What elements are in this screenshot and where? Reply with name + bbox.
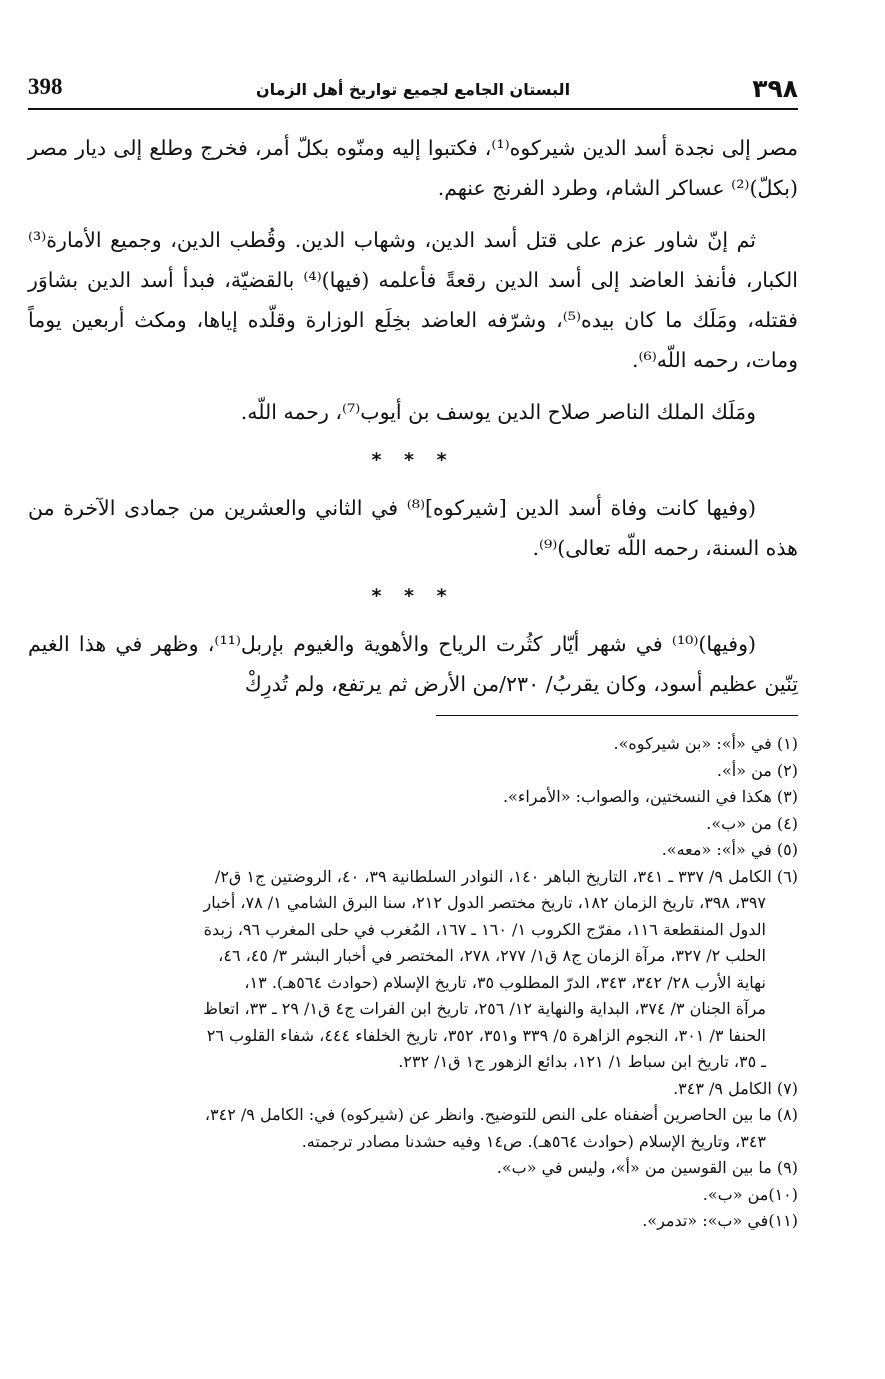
footnote: (١٠)من «ب». [702,1184,798,1204]
paragraph: مصر إلى نجدة أسد الدين شيركوه⁽¹⁾، فكتبوا إليه ومنّوه بكلّ أمر، فخرج وطلع إلى ديار مصر (بكلّ)⁽²⁾ عساكر الشام، وطرد الفرنج عنهم. [28,136,798,200]
footnote-line: الحنفا ٣/ ٣٠١، النجوم الزاهرة ٥/ ٣٣٩ و٣٥١، ٣٥٢، تاريخ الخلفاء ٤٤٤، شفاء القلوب ٢٦ [206,1025,766,1045]
footnote-line: ـ ٣٥، تاريخ ابن سباط ١/ ١٢١، بدائع الزهور ج١ ق١/ ٢٣٢. [398,1052,766,1071]
book-title: البستان الجامع لجميع تواريخ أهل الزمان [255,80,571,99]
main-text [28,128,798,704]
footnote-line: الدول المنقطعة ١١٦، مفرّج الكروب ١/ ١٦٠ ـ ١٦٧، المُغرب في حلى المغرب ٩٦، زبدة [203,919,766,939]
footnote: (١) في «أ»: «بن شيركوه». [613,734,798,753]
footnote: (١١)في «ب»: «تدمر». [642,1211,798,1230]
section-separator: * * * [371,449,455,471]
footnote-line: ٣٩٧، ٣٩٨، تاريخ الزمان ١٨٢، تاريخ مختصر الدول ٢١٢، سنا البرق الشامي ١/ ٧٨، أخبار [203,893,766,912]
paragraph: ثم إنّ شاور عزم على قتل أسد الدين، وشهاب الدين. وقُطب الدين، وجميع الأمارة⁽³⁾ الكبار، فأنفذ العاضد إلى أسد الدين رقعةً فأعلمه (فيها)⁽⁴⁾ بالقضيّة، فبدأ أسد الدين بشاوَر فقتله، ومَلَك ما كان بيده⁽⁵⁾، وشرّفه العاضد بخِلَع الوزارة وقلّده إياها، ومكث أربعين يوماً ومات، رحمه اللّه⁽⁶⁾. [28,228,798,372]
page-number-latin: 398 [28,74,63,99]
footnote: (٩) ما بين القوسين من «أ»، وليس في «ب». [496,1158,798,1177]
footnote-line: (٨) ما بين الحاصرين أضفناه على النص للتوضيح. وانظر عن (شيركوه) في: الكامل ٩/ ٣٤٢، [204,1105,798,1124]
footnote-line: مرآة الجنان ٣/ ٣٧٤، البداية والنهاية ١٢/ ٢٥٦، تاريخ ابن الفرات ج٤ ق١/ ٢٩ ـ ٣٣، اتعاظ [203,999,766,1018]
footnote: (٢) من «أ». [716,760,798,780]
paragraph: (وفيها كانت وفاة أسد الدين [شيركوه]⁽⁸⁾ في الثاني والعشرين من جمادى الآخرة من هذه السنة، رحمه اللّه تعالى)⁽⁹⁾. [28,496,798,560]
footnote-line: (٦) الكامل ٩/ ٣٣٧ ـ ٣٤١، التاريخ الباهر ١٤٠، النوادر السلطانية ٣٩، ٤٠، الروضتين ج١ ق٢/ [214,866,798,886]
section-separator: * * * [371,585,455,607]
running-header [28,74,798,110]
footnote: (٤) من «ب». [706,813,798,833]
footnote: (٧) الكامل ٩/ ٣٤٣. [673,1078,798,1098]
footnote-divider [436,715,798,716]
footnote: (٥) في «أ»: «معه». [661,840,798,859]
paragraph: (وفيها)⁽¹⁰⁾ في شهر أيّار كثُرت الرياح والأهوية والغيوم بإربل⁽¹¹⁾، وظهر في هذا الغيم تِنّين عظيم أسود، وكان يقربُ/ ٢٣٠/من الأرض ثم يرتفع، ولم تُدرِكْ [28,632,798,696]
paragraph: ومَلَك الملك الناصر صلاح الدين يوسف بن أيوب⁽⁷⁾، رحمه اللّه. [240,400,756,424]
footnote-line: الحلب ٢/ ٣٢٧، مرآة الزمان ج٨ ق١/ ٢٧٧، ٢٧٨، المختصر في أخبار البشر ٣/ ٤٥، ٤٦، [218,946,766,965]
footnotes [28,731,798,1235]
page-number-arabic: ٣٩٨ [752,74,798,103]
footnote-line: ٣٤٣، وتاريخ الإسلام (حوادث ٥٦٤هـ). ص١٤ وفيه حشدنا مصادر ترجمته. [301,1131,766,1151]
footnote: (٣) هكذا في النسختين، والصواب: «الأمراء». [502,787,798,806]
footnote-line: نهاية الأرب ٢٨/ ٣٤٢، ٣٤٣، الدرّ المطلوب ٣٥، تاريخ الإسلام (حوادث ٥٦٤هـ). ١٣، [244,972,766,992]
